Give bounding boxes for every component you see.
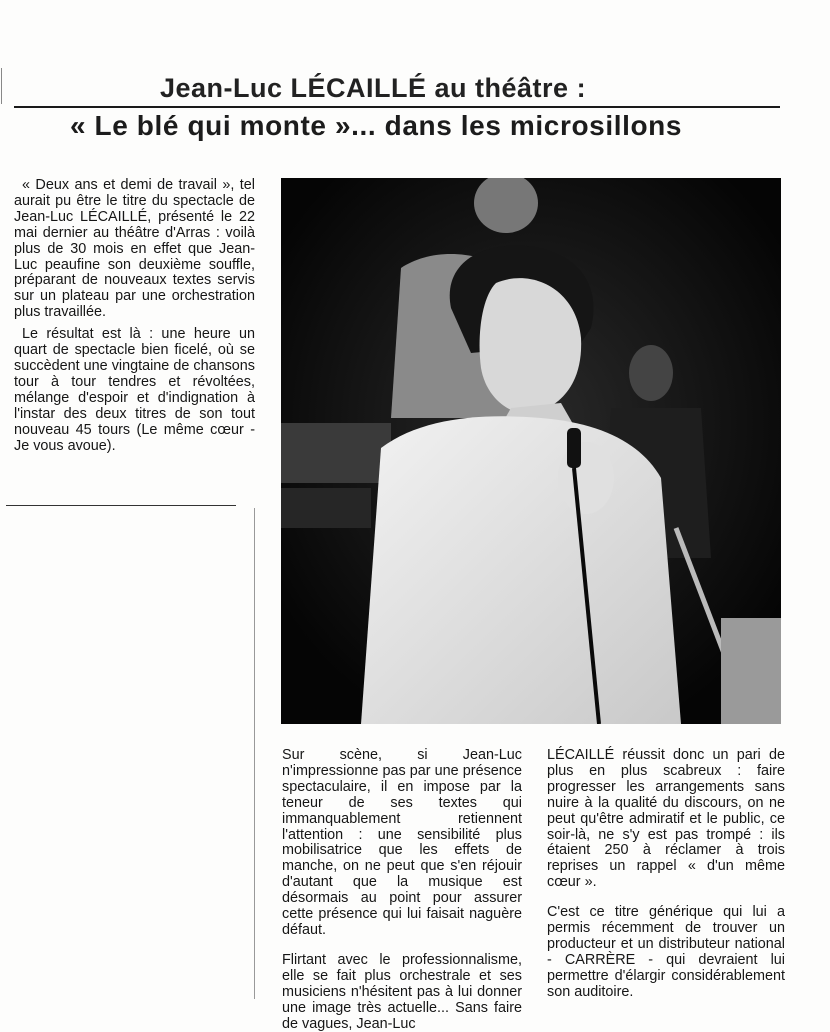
- column-end-rule: [6, 505, 236, 506]
- article-column-middle: [282, 748, 522, 1032]
- article-column-left: [14, 178, 255, 454]
- left-margin-mark: [1, 68, 2, 104]
- headline-rule: [14, 106, 780, 108]
- paragraph: C'est ce titre générique qui lui a permis récemment de trouver un producteur et un distributeur national - CARRÈRE - qui devraient lui permettre d'élargir considérablement son auditoire.: [547, 904, 785, 1000]
- paragraph: « Deux ans et demi de travail », tel aurait pu être le titre du spectacle de Jean-Luc LÉCAILLÉ, présenté le 22 mai dernier au théâtre d'Arras : voilà plus de 30 mois en effet que Jean-Luc peaufine son deuxième souffle, préparant de nouveaux textes servis sur un plateau par une orchestration plus travaillée.: [14, 177, 255, 321]
- paragraph: Sur scène, si Jean-Luc n'impressionne pas par une présence spectaculaire, il en impose par la teneur de ses textes qui immanquablement retiennent l'attention : une sensibilité plus mobilisatrice que les effets de manche, on ne peut que s'en réjouir d'autant que la musique est désormais au point pour assurer cette présence qui lui faisait naguère défaut.: [282, 747, 522, 938]
- paragraph: Flirtant avec le professionnalisme, elle se fait plus orchestrale et ses musiciens n'hésitent pas à lui donner une image très actuelle... Sans faire de vagues, Jean-Luc: [282, 951, 522, 1032]
- column-divider: [254, 508, 255, 999]
- headline-line-2: « Le blé qui monte »... dans les microsillons: [70, 110, 683, 141]
- concert-photo: [281, 178, 781, 724]
- paragraph: Le résultat est là : une heure un quart de spectacle bien ficelé, où se succèdent une vingtaine de chansons tour à tour tendres et révoltées, mélange d'espoir et d'indignation à l'instar des deux titres de son tout nouveau 45 tours (Le même cœur - Je vous avoue).: [14, 326, 255, 454]
- headline-line-1: Jean-Luc LÉCAILLÉ au théâtre :: [160, 73, 587, 103]
- article-column-right: [547, 748, 785, 1001]
- paragraph: LÉCAILLÉ réussit donc un pari de plus en plus scabreux : faire progresser les arrangements sans nuire à la qualité du discours, on ne peut qu'être admiratif et le public, ce soir-là, ne s'y est pas trompé : ils étaient 250 à réclamer à trois reprises un rappel « d'un même cœur ».: [547, 747, 785, 891]
